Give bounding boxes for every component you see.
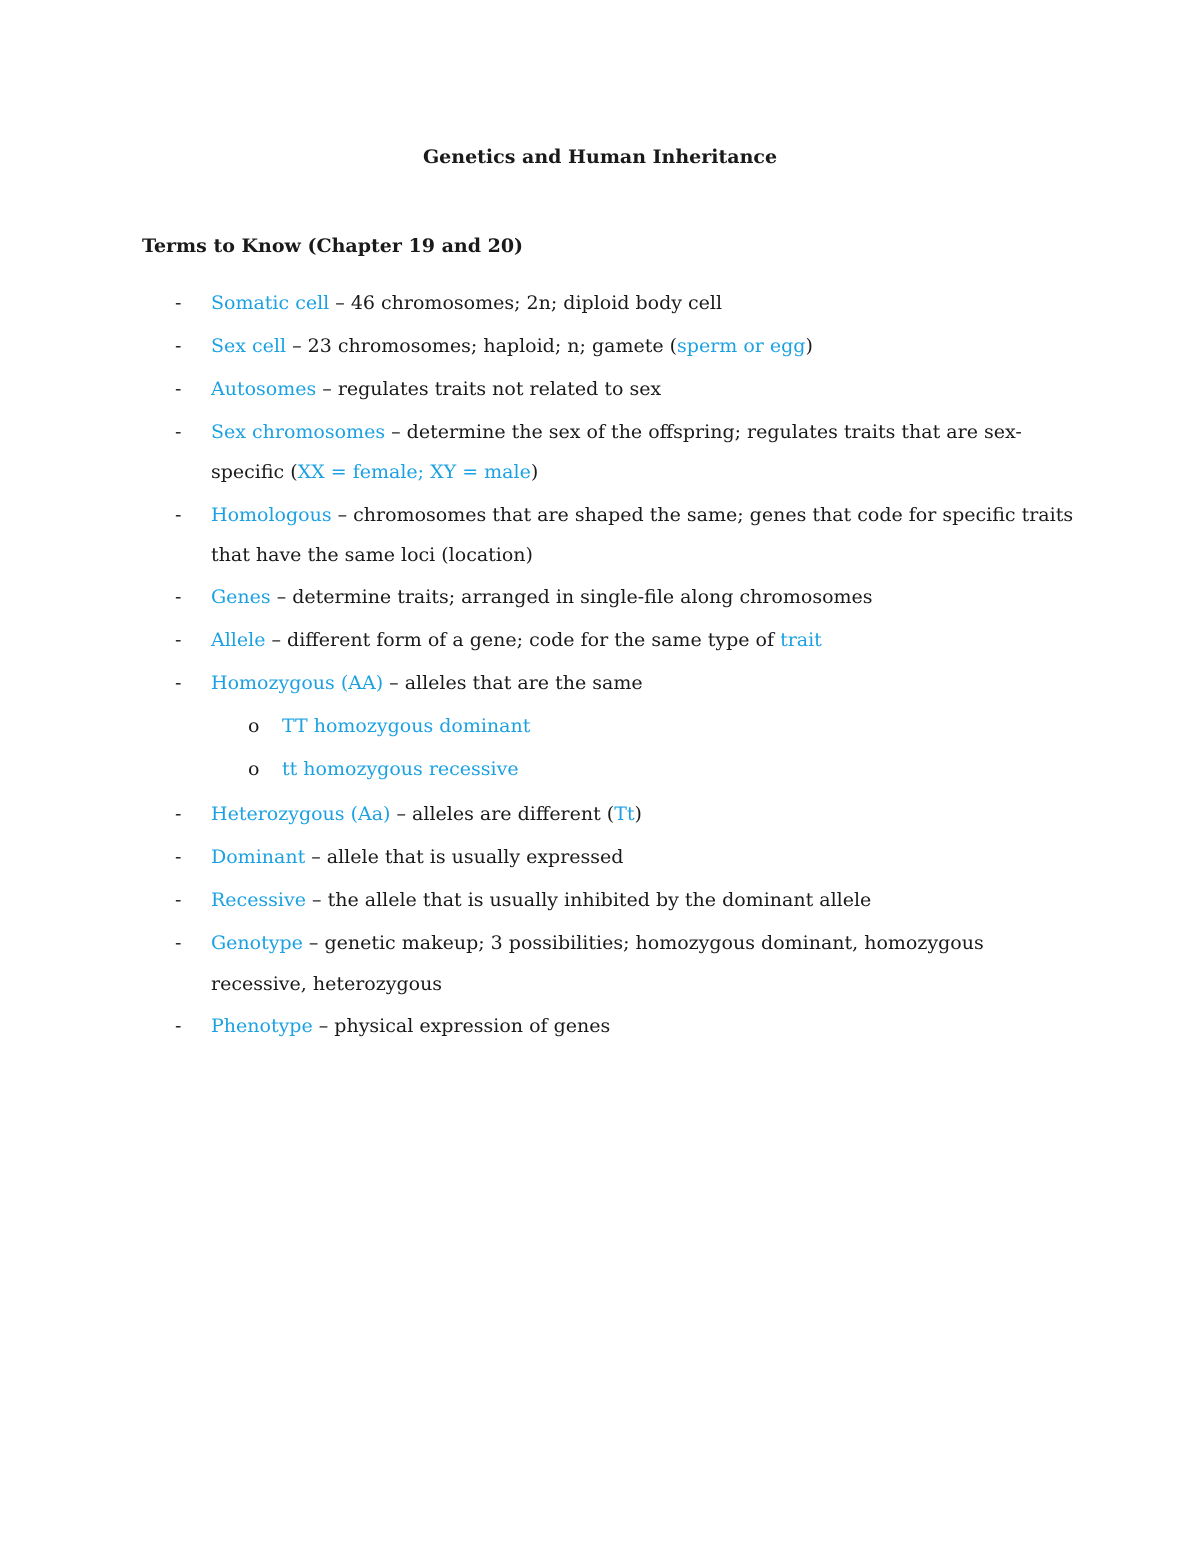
list-item-line	[211, 1012, 610, 1040]
continuation-text: specific (	[211, 461, 298, 483]
accent-text: trait	[780, 629, 822, 651]
sub-item-text: TT homozygous dominant	[282, 715, 531, 737]
term-definition: – different form of a gene; code for the same type of	[265, 629, 781, 651]
bullet-dash: -	[175, 421, 182, 443]
term-definition: – chromosomes that are shaped the same; genes that code for specific traits	[331, 504, 1074, 526]
list-item-line	[211, 583, 873, 611]
list-item-continuation	[211, 458, 538, 486]
continuation-tail: )	[530, 461, 539, 483]
list-item-line	[211, 332, 813, 360]
term-definition-tail: )	[805, 335, 813, 357]
bullet-dash: -	[175, 672, 182, 694]
term-label: Allele	[211, 629, 266, 651]
sub-bullet: o	[248, 758, 260, 780]
bullet-dash: -	[175, 889, 182, 911]
list-item-line	[211, 886, 871, 914]
bullet-dash: -	[175, 932, 182, 954]
list-item-line	[211, 843, 623, 871]
list-item-line	[211, 800, 642, 828]
bullet-dash: -	[175, 1015, 182, 1037]
term-label: Heterozygous (Aa)	[211, 803, 391, 825]
term-label: Dominant	[211, 846, 306, 868]
list-item-line	[211, 375, 661, 403]
term-label: Genes	[211, 586, 271, 608]
term-definition: – 23 chromosomes; haploid; n; gamete (	[286, 335, 678, 357]
term-label: Phenotype	[211, 1015, 313, 1037]
bullet-dash: -	[175, 335, 182, 357]
term-label: Sex chromosomes	[211, 421, 386, 443]
bullet-dash: -	[175, 378, 182, 400]
term-definition: – physical expression of genes	[312, 1015, 611, 1037]
term-definition: – determine the sex of the offspring; regulates traits that are sex-	[385, 421, 1022, 443]
list-item-line	[211, 929, 984, 957]
list-item-line	[211, 669, 643, 697]
term-definition: – allele that is usually expressed	[305, 846, 624, 868]
bullet-dash: -	[175, 803, 182, 825]
term-definition: – the allele that is usually inhibited by the dominant allele	[306, 889, 872, 911]
section-heading: Terms to Know (Chapter 19 and 20)	[142, 235, 524, 257]
list-item-line	[211, 289, 722, 317]
term-definition: – regulates traits not related to sex	[316, 378, 662, 400]
term-label: Genotype	[211, 932, 303, 954]
term-definition: – genetic makeup; 3 possibilities; homozygous dominant, homozygous	[302, 932, 984, 954]
list-item-continuation: that have the same loci (location)	[211, 544, 533, 566]
term-label: Autosomes	[211, 378, 317, 400]
term-label: Sex cell	[211, 335, 287, 357]
bullet-dash: -	[175, 586, 182, 608]
term-definition-tail: )	[634, 803, 642, 825]
list-item-line	[211, 626, 822, 654]
accent-text: XX = female; XY = male	[297, 461, 531, 483]
term-label: Homozygous (AA)	[211, 672, 384, 694]
bullet-dash: -	[175, 504, 182, 526]
term-definition: – 46 chromosomes; 2n; diploid body cell	[329, 292, 723, 314]
document-title: Genetics and Human Inheritance	[422, 146, 778, 168]
bullet-dash: -	[175, 629, 182, 651]
term-label: Recessive	[211, 889, 306, 911]
list-item-continuation: recessive, heterozygous	[211, 973, 443, 995]
accent-text: sperm or egg	[677, 335, 806, 357]
term-definition: – determine traits; arranged in single-file along chromosomes	[270, 586, 873, 608]
term-definition: – alleles that are the same	[383, 672, 643, 694]
list-item-line	[211, 418, 1022, 446]
accent-text: Tt	[614, 803, 635, 825]
bullet-dash: -	[175, 846, 182, 868]
term-label: Somatic cell	[211, 292, 330, 314]
term-definition: – alleles are different (	[390, 803, 615, 825]
sub-bullet: o	[248, 715, 260, 737]
list-item-line	[211, 501, 1073, 529]
bullet-dash: -	[175, 292, 182, 314]
sub-item-text: tt homozygous recessive	[282, 758, 519, 780]
term-label: Homologous	[211, 504, 332, 526]
